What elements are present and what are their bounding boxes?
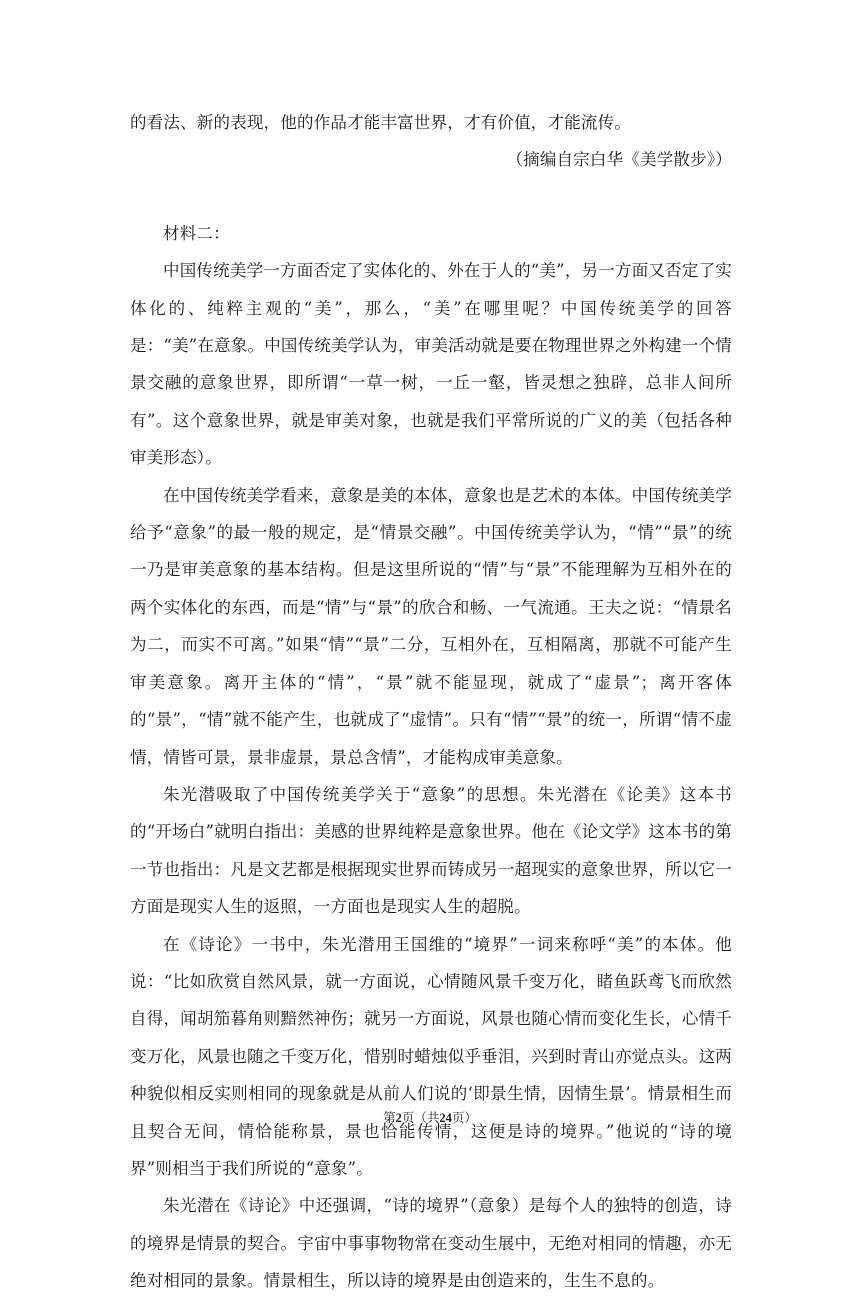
- source-citation: （摘编自宗白华《美学散步》）: [506, 150, 732, 170]
- paragraph-3: 朱光潜吸取了中国传统美学关于“意象”的思想。朱光潜在《论美》这本书的“开场白”就明白指出：美感的世界纯粹是意象世界。他在《论文学》这本书的第一节也指出：凡是文艺都是根据现实世界而铸成另一超现实的意象世界，所以它一方面是现实人生的返照，一方面也是现实人生的超脱。: [130, 784, 732, 917]
- paragraph-1: 中国传统美学一方面否定了实体化的、外在于人的“美”，另一方面又否定了实体化的、纯粹主观的“美”，那么，“美”在哪里呢？中国传统美学的回答是：“美”在意象。中国传统美学认为，审美活动就是要在物理世界之外构建一个情景交融的意象世界，即所谓“一草一树，一丘一壑，皆灵想之独辟，总非人间所有”。这个意象世界，就是审美对象，也就是我们平常所说的广义的美（包括各种审美形态）。: [130, 261, 732, 468]
- section-gap: [130, 179, 732, 215]
- material-heading: 材料二：: [163, 223, 230, 243]
- paragraph-5: 朱光潜在《诗论》中还强调，“诗的境界”（意象）是每个人的独特的创造，诗的境界是情景的契合。宇宙中事事物物常在变动生展中，无绝对相同的情趣，亦无绝对相同的景象。情景相生，所以诗的境界是由创造来的，生生不息的。: [130, 1196, 732, 1291]
- footer-suffix: 页）: [451, 1110, 477, 1125]
- total-pages: 24: [439, 1111, 452, 1125]
- page-footer: [0, 1109, 860, 1127]
- footer-middle: 页（共: [401, 1110, 440, 1125]
- paragraph-2: 在中国传统美学看来，意象是美的本体，意象也是艺术的本体。中国传统美学给予“意象”的最一般的规定，是“情景交融”。中国传统美学认为，“情”“景”的统一乃是审美意象的基本结构。但是这里所说的“情”与“景”不能理解为互相外在的两个实体化的东西，而是“情”与“景”的欣合和畅、一气流通。王夫之说：“情景名为二，而实不可离。”如果“情”“景”二分，互相外在，互相隔离，那就不可能产生审美意象。离开主体的“情”，“景”就不能显现，就成了“虚景”；离开客体的“景”，“情”就不能产生，也就成了“虚情”。只有“情”“景”的统一，所谓“情不虚情，情皆可景，景非虚景，景总含情”，才能构成审美意象。: [130, 485, 732, 767]
- paragraph-4: 在《诗论》一书中，朱光潜用王国维的“境界”一词来称呼“美”的本体。他说：“比如欣赏自然风景，就一方面说，心情随风景千变万化，睹鱼跃鸢飞而欣然自得，闻胡笳暮角则黯然神伤；就另一方面说，风景也随心情而变化生长，心情千变万化，风景也随之千变万化，惜别时蜡烛似乎垂泪，兴到时青山亦觉点头。这两种貌似相反实则相同的现象就是从前人们说的‘即景生情，因情生景’。情景相生而且契合无间，情恰能称景，景也恰能传情，这便是诗的境界。”他说的“诗的境界”则相当于我们所说的“意象”。: [130, 934, 732, 1178]
- continued-paragraph: 的看法、新的表现，他的作品才能丰富世界，才有价值，才能流传。: [130, 113, 631, 132]
- page-number: 2: [395, 1111, 402, 1125]
- footer-prefix: 第: [383, 1110, 396, 1125]
